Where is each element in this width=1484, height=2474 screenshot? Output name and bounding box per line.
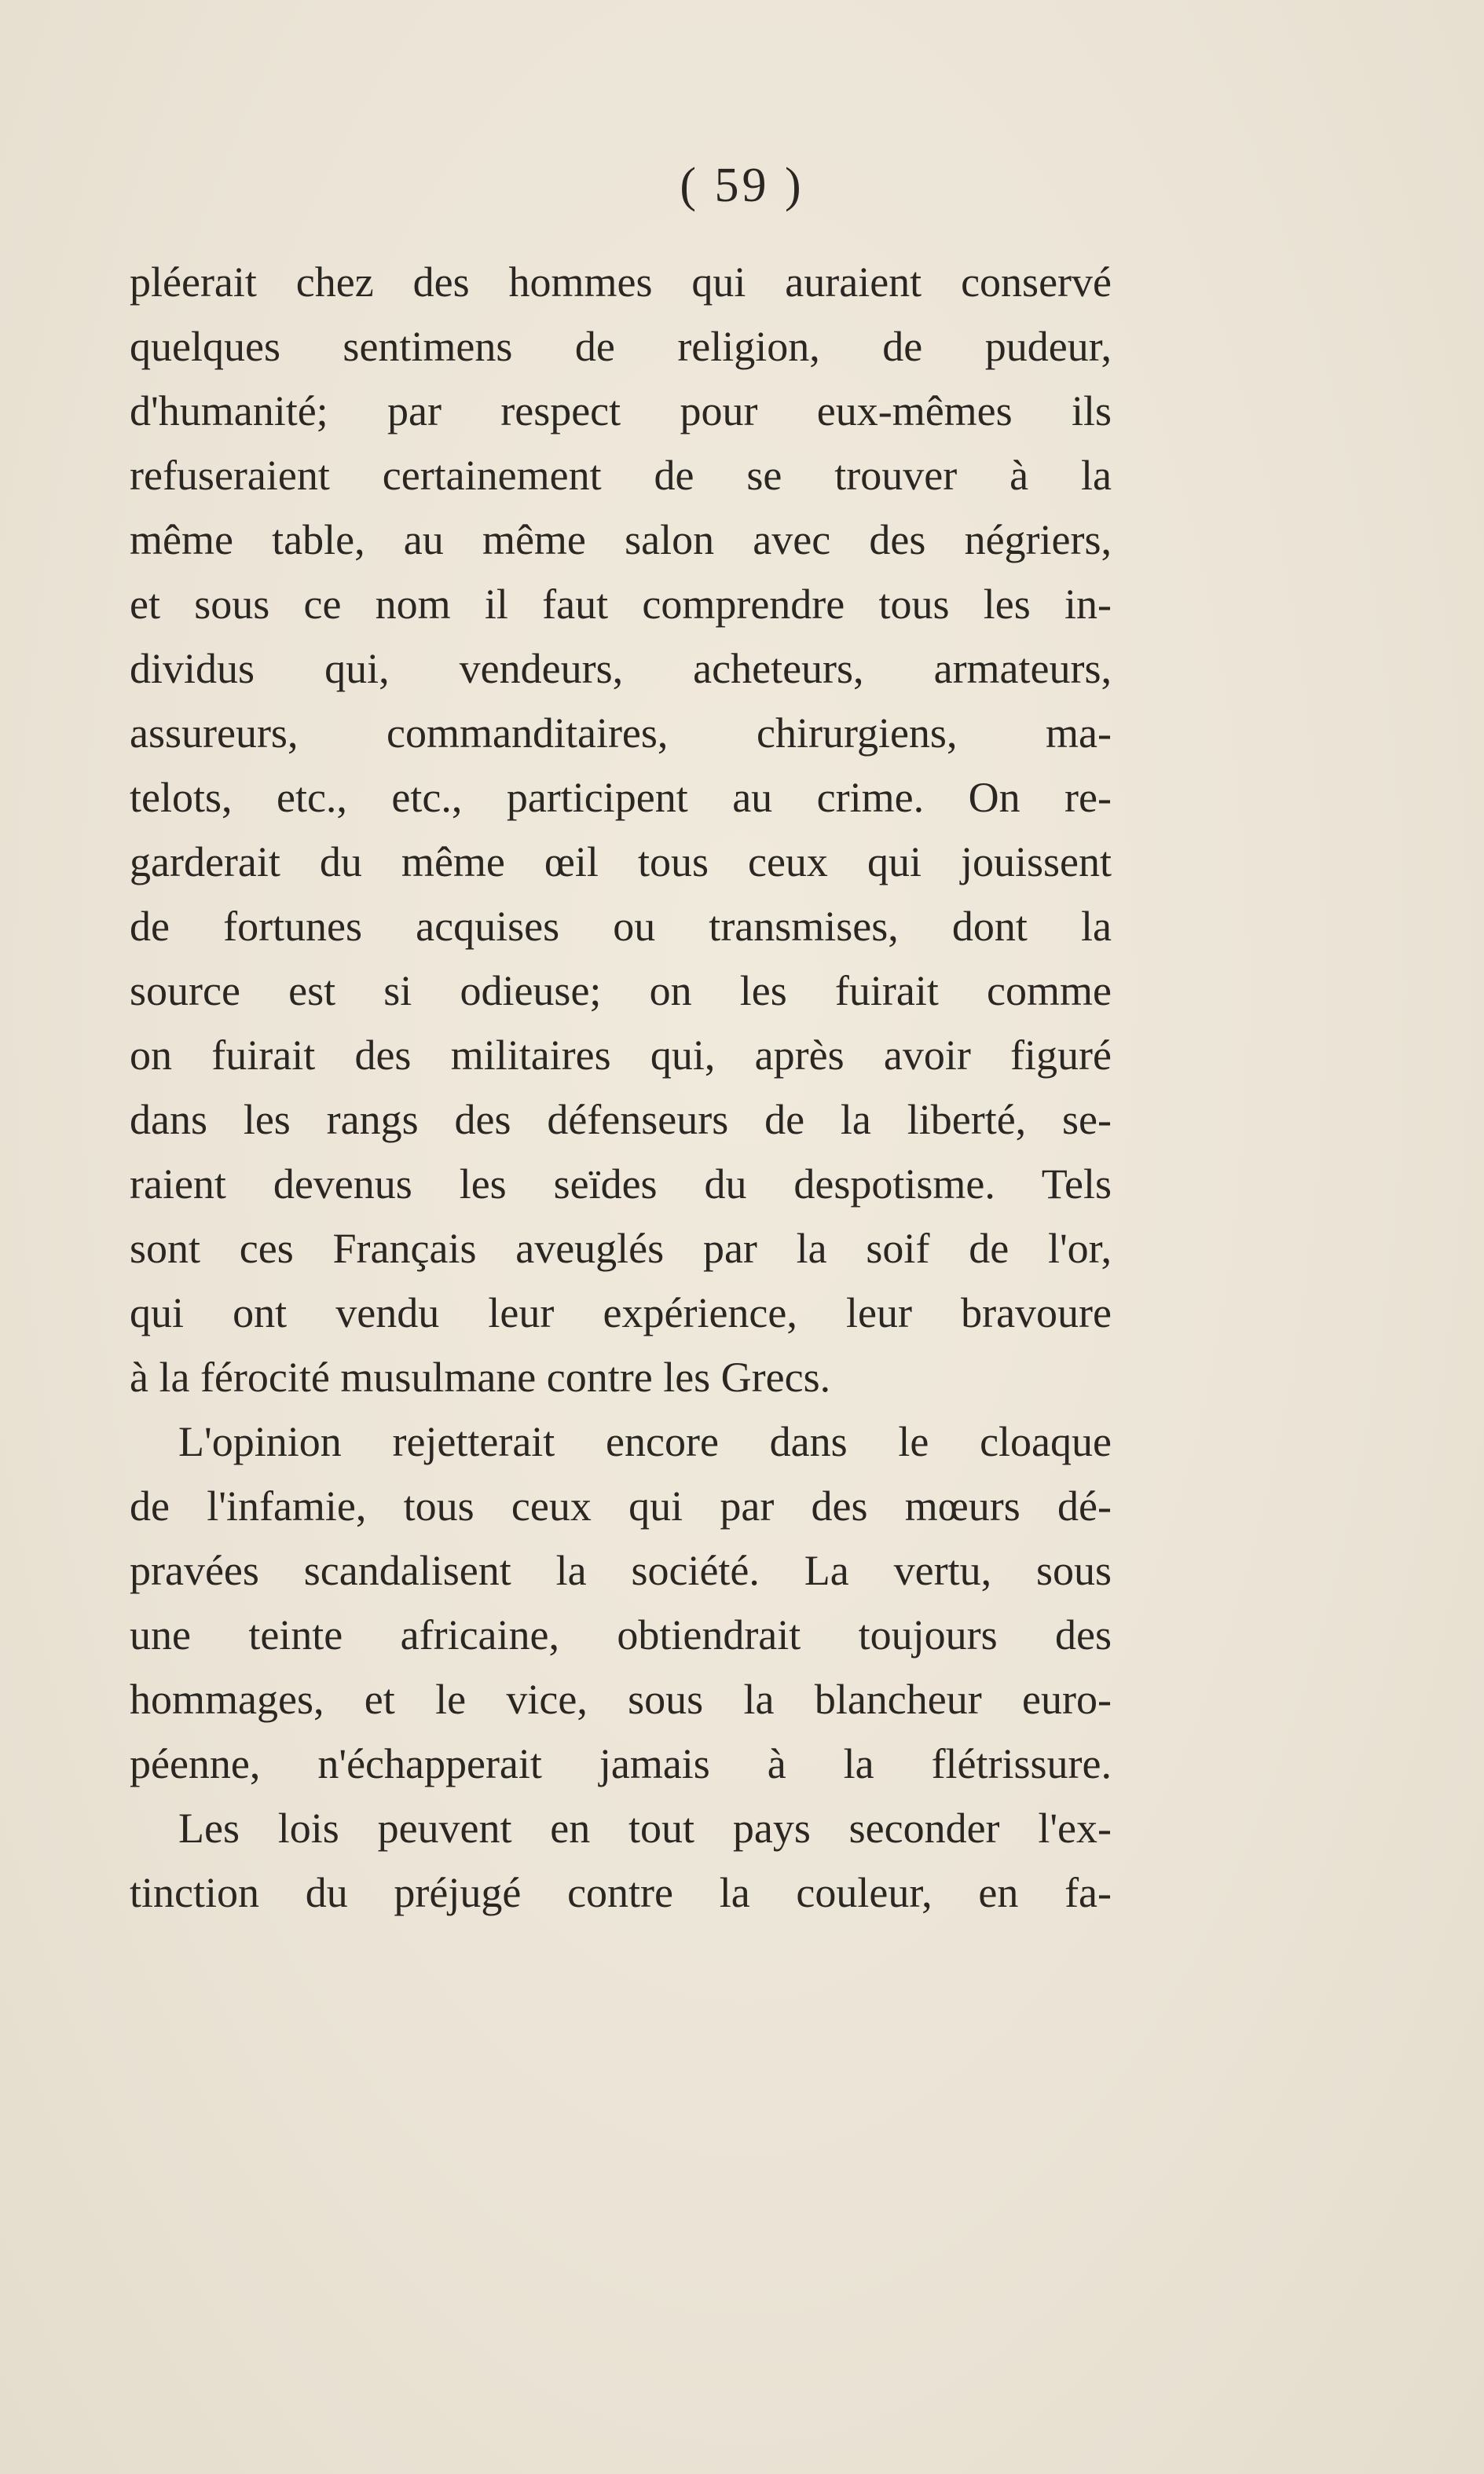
- text-line: quelques sentimens de religion, de pudeur,: [130, 323, 1112, 370]
- body-text: [130, 250, 1112, 1925]
- text-line: tinction du préjugé contre la couleur, en fa-: [130, 1869, 1112, 1916]
- text-line: à la férocité musulmane contre les Grecs.: [130, 1354, 831, 1401]
- text-line: de fortunes acquises ou transmises, dont la: [130, 903, 1112, 950]
- text-line: dividus qui, vendeurs, acheteurs, armateurs,: [130, 645, 1112, 692]
- text-line: dans les rangs des défenseurs de la liberté, se-: [130, 1096, 1112, 1143]
- text-line: péenne, n'échapperait jamais à la flétrissure.: [130, 1740, 1112, 1787]
- text-line: pravées scandalisent la société. La vertu, sous: [130, 1547, 1112, 1594]
- text-line: d'humanité; par respect pour eux-mêmes ils: [130, 387, 1112, 434]
- text-line: raient devenus les seïdes du despotisme. Tels: [130, 1160, 1112, 1208]
- text-line: source est si odieuse; on les fuirait comme: [130, 967, 1112, 1014]
- text-line: on fuirait des militaires qui, après avoir figuré: [130, 1032, 1112, 1079]
- text-line: refuseraient certainement de se trouver à la: [130, 452, 1112, 499]
- page-number: ( 59 ): [680, 159, 804, 212]
- text-line: de l'infamie, tous ceux qui par des mœurs dé-: [130, 1483, 1112, 1530]
- text-line: une teinte africaine, obtiendrait toujours des: [130, 1611, 1112, 1658]
- text-line: sont ces Français aveuglés par la soif de l'or,: [130, 1225, 1112, 1272]
- text-line: pléerait chez des hommes qui auraient conservé: [130, 258, 1112, 306]
- text-line: même table, au même salon avec des négriers,: [130, 516, 1112, 563]
- text-line: assureurs, commanditaires, chirurgiens, ma-: [130, 709, 1112, 757]
- text-line: et sous ce nom il faut comprendre tous les in-: [130, 581, 1112, 628]
- text-line: Les lois peuvent en tout pays seconder l'ex-: [178, 1805, 1112, 1852]
- text-line: L'opinion rejetterait encore dans le cloaque: [178, 1418, 1112, 1465]
- text-line: telots, etc., etc., participent au crime. On re-: [130, 774, 1112, 821]
- text-line: garderait du même œil tous ceux qui jouissent: [130, 838, 1112, 885]
- text-line: hommages, et le vice, sous la blancheur euro-: [130, 1676, 1112, 1723]
- text-line: qui ont vendu leur expérience, leur bravoure: [130, 1289, 1112, 1336]
